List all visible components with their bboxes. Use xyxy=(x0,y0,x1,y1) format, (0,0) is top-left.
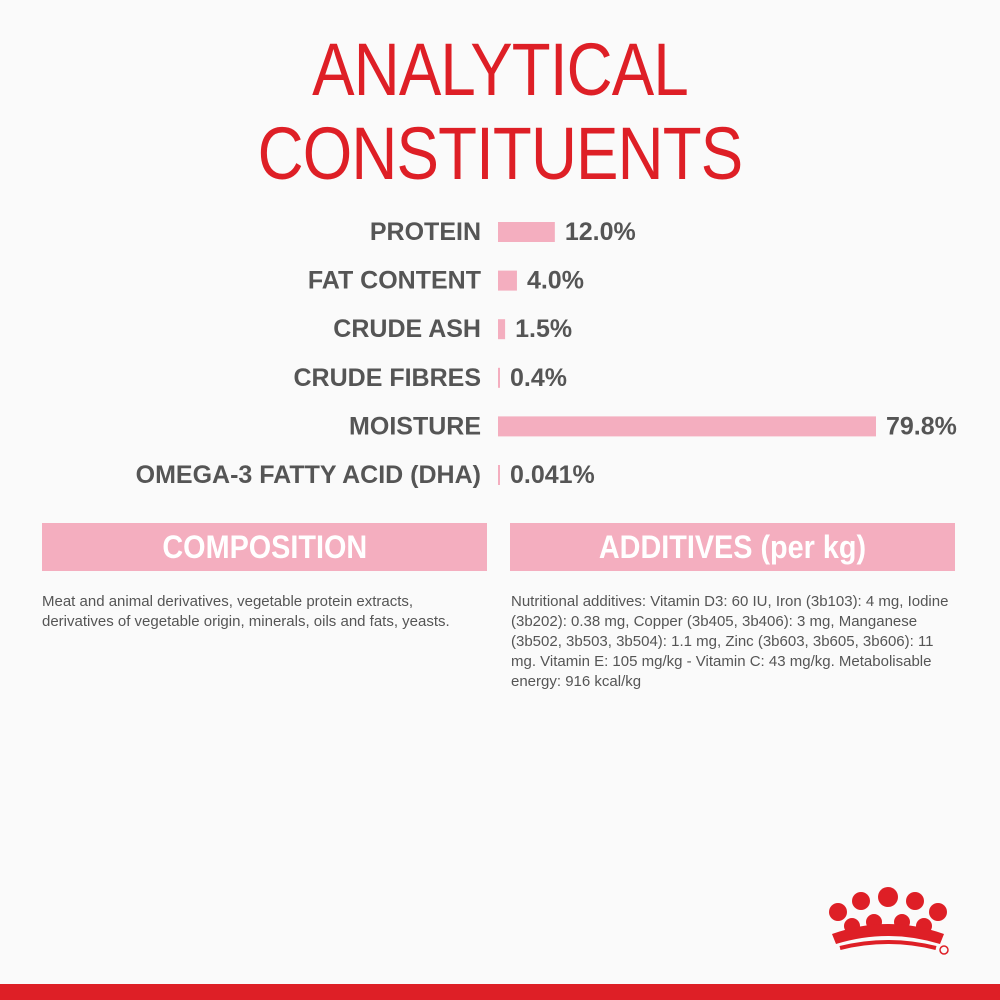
composition-heading-label: COMPOSITION xyxy=(162,529,367,565)
title-line-2: CONSTITUENTS xyxy=(257,112,743,195)
composition-heading xyxy=(42,523,487,571)
value-label: 1.5% xyxy=(515,315,573,344)
bar xyxy=(498,271,517,291)
value-label: 0.041% xyxy=(510,461,595,489)
additives-heading-label: ADDITIVES (per kg) xyxy=(598,529,867,565)
composition-text: Meat and animal derivatives, vegetable protein extracts, derivatives of vegetable origin, minerals, oils and fats, yeasts. xyxy=(42,593,450,630)
value-label: 4.0% xyxy=(526,266,584,295)
title-line-1: ANALYTICAL xyxy=(312,28,688,111)
category-label: OMEGA-3 FATTY ACID (DHA) xyxy=(135,461,481,489)
category-label: CRUDE FIBRES xyxy=(293,363,481,392)
bar xyxy=(498,416,876,436)
bar xyxy=(498,319,505,339)
bar xyxy=(498,368,500,388)
category-label: FAT CONTENT xyxy=(307,266,481,295)
category-label: CRUDE ASH xyxy=(333,315,481,344)
value-label: 12.0% xyxy=(564,218,636,246)
category-label: MOISTURE xyxy=(349,412,481,441)
value-label: 0.4% xyxy=(510,363,567,392)
category-label: PROTEIN xyxy=(369,218,481,246)
additives-heading xyxy=(510,523,955,571)
additives-text: Nutritional additives: Vitamin D3: 60 IU, Iron (3b103): 4 mg, Iodine (3b202): 0.38 mg, Copper (3b405, 3b406): 3 mg, Manganese (3b502, 3b503, 3b504): 1.1 mg, Zinc (3b603, 3b605, 3b606): 11 mg. Vitamin E: 105 mg/kg - Vitamin C: 43 mg/kg. Metabolisable energy: 916 kcal/kg xyxy=(511,593,949,690)
bar xyxy=(498,222,555,242)
crown-logo-icon xyxy=(818,884,958,960)
footer-bar xyxy=(0,984,1000,1000)
value-label: 79.8% xyxy=(886,412,957,441)
bar xyxy=(498,465,500,485)
